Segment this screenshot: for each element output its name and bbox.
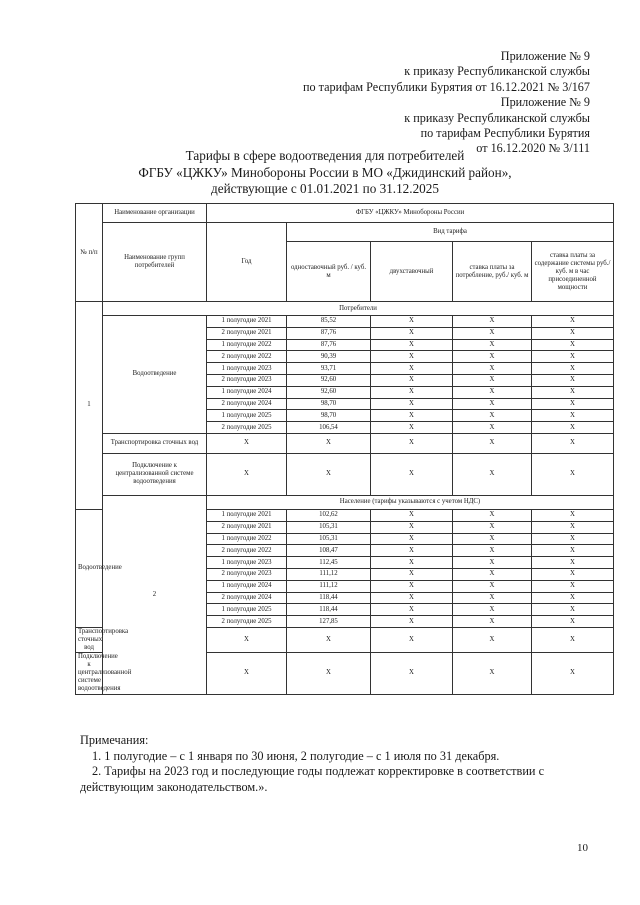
- maintenance-rate-value: X: [532, 545, 614, 557]
- connection-label: Подключение к централизованной системе водоотведения: [103, 453, 207, 495]
- maintenance-rate-value: X: [532, 386, 614, 398]
- two-rate-value: X: [371, 592, 453, 604]
- period-cell: 1 полугодие 2022: [207, 339, 287, 351]
- period-cell: 2 полугодие 2023: [207, 374, 287, 386]
- transport-value: X: [371, 433, 453, 453]
- period-cell: 1 полугодие 2022: [207, 533, 287, 545]
- consumption-rate-value: X: [453, 410, 532, 422]
- two-rate-value: X: [371, 580, 453, 592]
- header-tariff-type: Вид тарифа: [287, 223, 614, 242]
- two-rate-value: X: [371, 339, 453, 351]
- header-line: Приложение № 9: [500, 95, 590, 110]
- maintenance-rate-value: X: [532, 521, 614, 533]
- maintenance-rate-value: X: [532, 374, 614, 386]
- connection-value: X: [371, 652, 453, 694]
- single-rate-value: 108,47: [287, 545, 371, 557]
- connection-value: X: [207, 652, 287, 694]
- page-number: 10: [577, 842, 588, 854]
- transport-value: X: [453, 627, 532, 652]
- title-line: ФГБУ «ЦЖКУ» Минобороны России в МО «Джидинский район»,: [138, 164, 512, 180]
- title-line: действующие с 01.01.2021 по 31.12.2025: [211, 181, 439, 197]
- table-row: [76, 316, 614, 328]
- two-rate-value: X: [371, 533, 453, 545]
- row-number: 2: [103, 495, 207, 694]
- service-name: Водоотведение: [76, 509, 103, 627]
- single-rate-value: 105,31: [287, 521, 371, 533]
- single-rate-value: 90,39: [287, 351, 371, 363]
- period-cell: 2 полугодие 2021: [207, 327, 287, 339]
- period-cell: 1 полугодие 2021: [207, 509, 287, 521]
- table-row: [76, 433, 614, 453]
- note-item: 1. 1 полугодие – с 1 января по 30 июня, 2 полугодие – с 1 июля по 31 декабря.: [92, 748, 500, 763]
- notes: [80, 733, 600, 795]
- header-line: к приказу Республиканской службы: [404, 64, 590, 79]
- maintenance-rate-value: X: [532, 580, 614, 592]
- header-row: [76, 223, 614, 242]
- connection-value: X: [532, 652, 614, 694]
- two-rate-value: X: [371, 410, 453, 422]
- two-rate-value: X: [371, 316, 453, 328]
- maintenance-rate-value: X: [532, 592, 614, 604]
- single-rate-value: 111,12: [287, 568, 371, 580]
- period-cell: 1 полугодие 2025: [207, 410, 287, 422]
- appendix-header: [303, 49, 590, 157]
- maintenance-rate-value: X: [532, 410, 614, 422]
- header-number: № п/п: [76, 204, 103, 302]
- header-line: по тарифам Республики Бурятия от 16.12.2021 № 3/167: [302, 79, 590, 94]
- consumption-rate-value: X: [453, 351, 532, 363]
- consumption-rate-value: X: [453, 533, 532, 545]
- maintenance-rate-value: X: [532, 327, 614, 339]
- single-rate-value: 87,76: [287, 339, 371, 351]
- header-consumer-groups: Наименование групп потребителей: [103, 223, 207, 302]
- header-maintenance-rate: ставка платы за содержание системы руб./куб. м в час присоединенной мощности: [532, 242, 614, 302]
- maintenance-rate-value: X: [532, 339, 614, 351]
- maintenance-rate-value: X: [532, 316, 614, 328]
- single-rate-value: 87,76: [287, 327, 371, 339]
- consumption-rate-value: X: [453, 557, 532, 569]
- header-line: от 16.12.2020 № 3/111: [476, 141, 590, 156]
- transport-value: X: [287, 433, 371, 453]
- consumer-group: Потребители: [103, 302, 614, 316]
- two-rate-value: X: [371, 557, 453, 569]
- maintenance-rate-value: X: [532, 557, 614, 569]
- period-cell: 2 полугодие 2022: [207, 351, 287, 363]
- transport-value: X: [371, 627, 453, 652]
- maintenance-rate-value: X: [532, 398, 614, 410]
- two-rate-value: X: [371, 616, 453, 628]
- consumption-rate-value: X: [453, 521, 532, 533]
- consumer-group: Население (тарифы указываются с учетом НДС): [207, 495, 614, 509]
- tariff-table: [75, 203, 614, 695]
- period-cell: 1 полугодие 2021: [207, 316, 287, 328]
- consumption-rate-value: X: [453, 339, 532, 351]
- single-rate-value: 127,85: [287, 616, 371, 628]
- maintenance-rate-value: X: [532, 351, 614, 363]
- consumption-rate-value: X: [453, 363, 532, 375]
- single-rate-value: 106,54: [287, 422, 371, 434]
- notes-heading: Примечания:: [80, 733, 149, 747]
- two-rate-value: X: [371, 374, 453, 386]
- two-rate-value: X: [371, 509, 453, 521]
- header-single-rate: одноставочный руб. / куб. м: [287, 242, 371, 302]
- maintenance-rate-value: X: [532, 568, 614, 580]
- row-number: 1: [76, 302, 103, 510]
- single-rate-value: 98,70: [287, 410, 371, 422]
- connection-value: X: [532, 453, 614, 495]
- transport-value: X: [207, 627, 287, 652]
- period-cell: 2 полугодие 2024: [207, 592, 287, 604]
- connection-value: X: [453, 453, 532, 495]
- single-rate-value: 111,12: [287, 580, 371, 592]
- maintenance-rate-value: X: [532, 363, 614, 375]
- connection-value: X: [287, 652, 371, 694]
- consumption-rate-value: X: [453, 616, 532, 628]
- single-rate-value: 98,70: [287, 398, 371, 410]
- period-cell: 1 полугодие 2025: [207, 604, 287, 616]
- consumption-rate-value: X: [453, 545, 532, 557]
- maintenance-rate-value: X: [532, 604, 614, 616]
- period-cell: 1 полугодие 2023: [207, 557, 287, 569]
- connection-label: Подключение к централизованной системе водоотведения: [76, 652, 103, 694]
- two-rate-value: X: [371, 568, 453, 580]
- two-rate-value: X: [371, 545, 453, 557]
- consumption-rate-value: X: [453, 509, 532, 521]
- single-rate-value: 118,44: [287, 592, 371, 604]
- table-row: [76, 453, 614, 495]
- transport-label: Транспортировка сточных вод: [103, 433, 207, 453]
- maintenance-rate-value: X: [532, 509, 614, 521]
- consumption-rate-value: X: [453, 374, 532, 386]
- two-rate-value: X: [371, 521, 453, 533]
- table-row: [76, 495, 614, 509]
- single-rate-value: 92,60: [287, 386, 371, 398]
- period-cell: 2 полугодие 2023: [207, 568, 287, 580]
- single-rate-value: 112,45: [287, 557, 371, 569]
- table-row: [76, 302, 614, 316]
- period-cell: 2 полугодие 2024: [207, 398, 287, 410]
- consumption-rate-value: X: [453, 568, 532, 580]
- maintenance-rate-value: X: [532, 616, 614, 628]
- title-line: Тарифы в сфере водоотведения для потребителей: [185, 148, 465, 163]
- two-rate-value: X: [371, 363, 453, 375]
- consumption-rate-value: X: [453, 422, 532, 434]
- connection-value: X: [453, 652, 532, 694]
- period-cell: 1 полугодие 2024: [207, 580, 287, 592]
- two-rate-value: X: [371, 386, 453, 398]
- single-rate-value: 93,71: [287, 363, 371, 375]
- period-cell: 2 полугодие 2025: [207, 422, 287, 434]
- consumption-rate-value: X: [453, 386, 532, 398]
- two-rate-value: X: [371, 422, 453, 434]
- header-two-rate: двухставочный: [371, 242, 453, 302]
- two-rate-value: X: [371, 351, 453, 363]
- two-rate-value: X: [371, 398, 453, 410]
- consumption-rate-value: X: [453, 580, 532, 592]
- connection-value: X: [207, 453, 287, 495]
- period-cell: 2 полугодие 2025: [207, 616, 287, 628]
- single-rate-value: 102,62: [287, 509, 371, 521]
- transport-value: X: [532, 433, 614, 453]
- consumption-rate-value: X: [453, 327, 532, 339]
- maintenance-rate-value: X: [532, 533, 614, 545]
- two-rate-value: X: [371, 327, 453, 339]
- note-item: 2. Тарифы на 2023 год и последующие годы подлежат корректировке в соответствии с действующим законодательством.».: [80, 764, 545, 794]
- consumption-rate-value: X: [453, 316, 532, 328]
- consumption-rate-value: X: [453, 604, 532, 616]
- transport-value: X: [532, 627, 614, 652]
- header-line: по тарифам Республики Бурятия: [420, 126, 590, 141]
- transport-value: X: [287, 627, 371, 652]
- two-rate-value: X: [371, 604, 453, 616]
- transport-value: X: [207, 433, 287, 453]
- transport-value: X: [453, 433, 532, 453]
- service-name: Водоотведение: [103, 316, 207, 434]
- consumption-rate-value: X: [453, 592, 532, 604]
- period-cell: 2 полугодие 2021: [207, 521, 287, 533]
- period-cell: 2 полугодие 2022: [207, 545, 287, 557]
- period-cell: 1 полугодие 2024: [207, 386, 287, 398]
- transport-label: Транспортировка сточных вод: [76, 627, 103, 652]
- header-organization: Наименование организации: [103, 204, 207, 223]
- single-rate-value: 118,44: [287, 604, 371, 616]
- header-line: к приказу Республиканской службы: [404, 110, 590, 125]
- single-rate-value: 92,60: [287, 374, 371, 386]
- header-consumption-rate: ставка платы за потребление, руб./ куб. м: [453, 242, 532, 302]
- connection-value: X: [371, 453, 453, 495]
- organization-name: ФГБУ «ЦЖКУ» Минобороны России: [207, 204, 614, 223]
- consumption-rate-value: X: [453, 398, 532, 410]
- header-row: [76, 204, 614, 223]
- maintenance-rate-value: X: [532, 422, 614, 434]
- document-title: [60, 148, 590, 198]
- single-rate-value: 105,31: [287, 533, 371, 545]
- connection-value: X: [287, 453, 371, 495]
- single-rate-value: 85,52: [287, 316, 371, 328]
- period-cell: 1 полугодие 2023: [207, 363, 287, 375]
- header-line: Приложение № 9: [500, 49, 590, 63]
- header-year: Год: [207, 223, 287, 302]
